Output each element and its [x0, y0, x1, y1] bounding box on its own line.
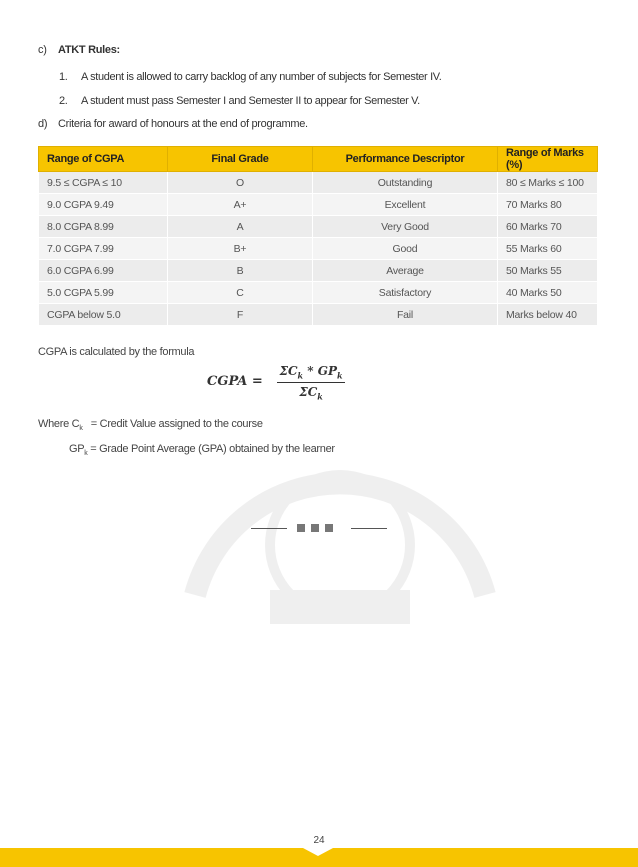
table-row: [39, 194, 598, 216]
formula-denominator: $\Sigma C_k$: [299, 385, 323, 402]
descriptor-cell: Good: [313, 238, 498, 260]
divider-line-right: [351, 528, 387, 529]
table-row: [39, 172, 598, 194]
descriptor-cell: Satisfactory: [313, 282, 498, 304]
cgpa-range-cell: 6.0 CGPA 6.99: [39, 260, 168, 282]
definition-credit-value: [38, 418, 263, 432]
divider-square: [311, 524, 319, 532]
descriptor-cell: Outstanding: [313, 172, 498, 194]
definition-text: = Credit Value assigned to the course: [90, 418, 263, 430]
rule-number: 1.: [59, 71, 68, 83]
marks-range-cell: 50 Marks 55: [498, 260, 598, 282]
section-c-marker: c): [38, 44, 47, 56]
rule-item: [59, 71, 441, 83]
atkt-rules-title: ATKT Rules:: [58, 44, 120, 56]
section-divider: [251, 523, 387, 533]
table-row: [39, 260, 598, 282]
fraction-bar: [277, 382, 345, 383]
cgpa-range-cell: 5.0 CGPA 5.99: [39, 282, 168, 304]
final-grade-cell: F: [168, 304, 313, 326]
cgpa-range-cell: 9.5 ≤ CGPA ≤ 10: [39, 172, 168, 194]
marks-range-cell: 40 Marks 50: [498, 282, 598, 304]
definition-subscript: k: [84, 450, 88, 458]
formula-intro: CGPA is calculated by the formula: [38, 346, 195, 358]
formula-fraction: [277, 364, 345, 402]
table-row: [39, 216, 598, 238]
table-header-row: [39, 147, 598, 172]
honours-grade-table: [38, 146, 598, 326]
marks-range-cell: 60 Marks 70: [498, 216, 598, 238]
cgpa-range-cell: 9.0 CGPA 9.49: [39, 194, 168, 216]
descriptor-cell: Fail: [313, 304, 498, 326]
definition-text: = Grade Point Average (GPA) obtained by the learner: [90, 443, 335, 455]
cgpa-range-cell: CGPA below 5.0: [39, 304, 168, 326]
header-final-grade: Final Grade: [168, 147, 313, 172]
marks-range-cell: 80 ≤ Marks ≤ 100: [498, 172, 598, 194]
section-d-marker: d): [38, 118, 48, 130]
table-row: [39, 238, 598, 260]
table-row: [39, 304, 598, 326]
honours-criteria-text: Criteria for award of honours at the end of programme.: [58, 118, 308, 130]
divider-line-left: [251, 528, 287, 529]
cgpa-formula: [207, 364, 347, 408]
descriptor-cell: Very Good: [313, 216, 498, 238]
cgpa-range-cell: 8.0 CGPA 8.99: [39, 216, 168, 238]
descriptor-cell: Average: [313, 260, 498, 282]
marks-range-cell: 55 Marks 60: [498, 238, 598, 260]
formula-numerator: $\Sigma C_k * GP_k$: [279, 364, 343, 381]
header-range-of-cgpa: Range of CGPA: [39, 147, 168, 172]
page-number: 24: [313, 835, 325, 846]
definition-symbol: GP: [69, 443, 85, 455]
header-performance-descriptor: Performance Descriptor: [313, 147, 498, 172]
rule-text: A student is allowed to carry backlog of any number of subjects for Semester IV.: [81, 71, 442, 83]
final-grade-cell: A: [168, 216, 313, 238]
footer-notch: [303, 848, 333, 856]
divider-square: [325, 524, 333, 532]
rule-number: 2.: [59, 95, 68, 107]
final-grade-cell: B: [168, 260, 313, 282]
table-row: [39, 282, 598, 304]
definition-symbol: Where C: [38, 418, 80, 430]
formula-lhs: CGPA =: [207, 374, 263, 389]
final-grade-cell: B+: [168, 238, 313, 260]
header-range-of-marks: Range of Marks (%): [498, 147, 598, 172]
rule-item: [59, 95, 420, 107]
final-grade-cell: A+: [168, 194, 313, 216]
final-grade-cell: O: [168, 172, 313, 194]
rule-text: A student must pass Semester I and Semester II to appear for Semester V.: [81, 95, 420, 107]
final-grade-cell: C: [168, 282, 313, 304]
cgpa-range-cell: 7.0 CGPA 7.99: [39, 238, 168, 260]
definition-subscript: k: [79, 425, 83, 433]
definition-grade-point: [69, 443, 335, 457]
marks-range-cell: Marks below 40: [498, 304, 598, 326]
section-c-heading: [38, 44, 120, 56]
section-d-heading: [38, 118, 308, 130]
descriptor-cell: Excellent: [313, 194, 498, 216]
marks-range-cell: 70 Marks 80: [498, 194, 598, 216]
divider-square: [297, 524, 305, 532]
